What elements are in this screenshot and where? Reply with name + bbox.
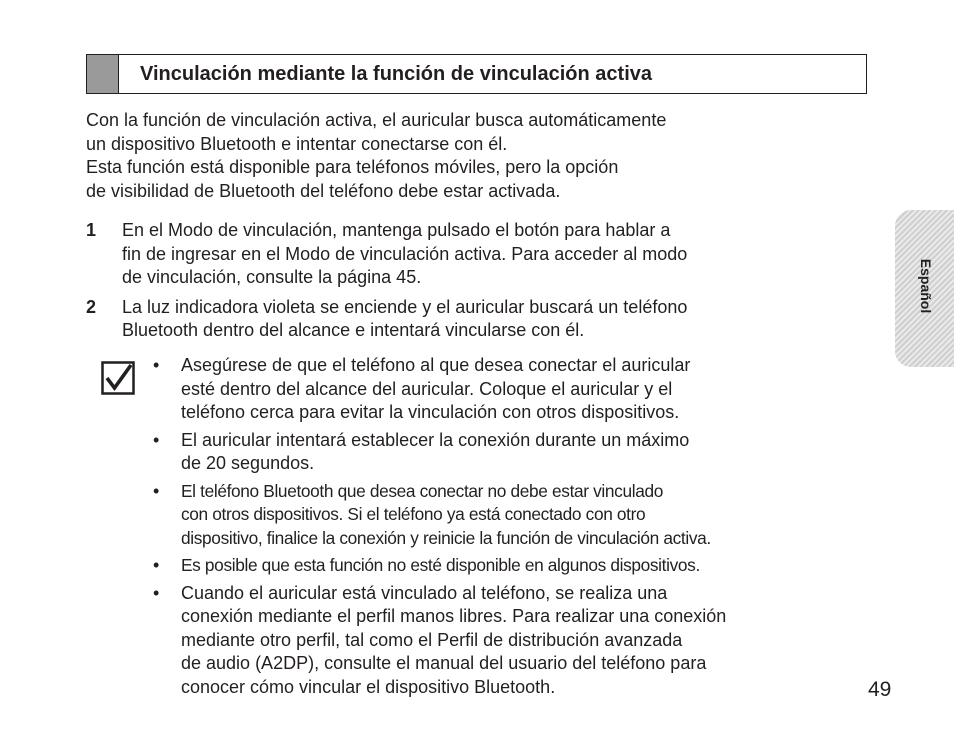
- note-line: Es posible que esta función no esté disponible en algunos dispositivos.: [181, 555, 700, 575]
- note-text: [181, 429, 873, 476]
- bullet: •: [153, 355, 160, 375]
- step-text: [122, 219, 856, 290]
- step-text: [122, 296, 856, 343]
- note-line: dispositivo, finalice la conexión y reinicie la función de vinculación activa.: [181, 527, 711, 548]
- bullet: •: [153, 429, 160, 450]
- bullet: •: [153, 555, 160, 575]
- note-line: El auricular intentará establecer la conexión durante un máximo: [181, 429, 690, 450]
- note-line: Asegúrese de que el teléfono al que desea conectar el auricular: [181, 355, 691, 375]
- step-1: [86, 219, 856, 290]
- bullet: •: [153, 582, 160, 603]
- note-text: [181, 354, 873, 425]
- notes-list: [153, 354, 873, 703]
- steps-list: [86, 219, 856, 349]
- note-text: [181, 480, 873, 551]
- note-line: esté dentro del alcance del auricular. Coloque el auricular y el: [181, 378, 673, 399]
- note-line: conexión mediante el perfil manos libres. Para realizar una conexión: [181, 606, 727, 626]
- step-number: 1: [86, 220, 97, 240]
- section-title: Vinculación mediante la función de vinculación activa: [140, 62, 652, 85]
- step-line: fin de ingresar en el Modo de vinculación activa. Para acceder al modo: [122, 243, 688, 264]
- note-line: con otros dispositivos. Si el teléfono ya está conectado con otro: [181, 504, 646, 524]
- note-item: [153, 429, 873, 476]
- step-number: 2: [86, 296, 97, 317]
- note-item: [153, 480, 873, 551]
- language-tab-label: Español: [918, 258, 934, 314]
- intro-paragraph: [86, 109, 856, 203]
- note-item: [153, 354, 873, 425]
- step-line: de vinculación, consulte la página 45.: [122, 267, 422, 287]
- check-note-icon: [101, 361, 135, 395]
- note-line: mediante otro perfil, tal como el Perfil de distribución avanzada: [181, 629, 683, 650]
- note-text: [181, 582, 873, 700]
- note-line: teléfono cerca para evitar la vinculación con otros dispositivos.: [181, 402, 680, 422]
- step-line: Bluetooth dentro del alcance e intentará vincularse con él.: [122, 320, 585, 340]
- heading-marker: [87, 55, 119, 93]
- intro-line: un dispositivo Bluetooth e intentar conectarse con él.: [86, 133, 508, 154]
- page-number: 49: [868, 678, 892, 701]
- note-item: [153, 582, 873, 700]
- step-2: [86, 296, 856, 343]
- section-heading: [86, 54, 867, 94]
- note-text: [181, 554, 873, 578]
- note-line: El teléfono Bluetooth que desea conectar no debe estar vinculado: [181, 480, 663, 501]
- intro-line: de visibilidad de Bluetooth del teléfono debe estar activada.: [86, 180, 561, 201]
- intro-line: Con la función de vinculación activa, el auricular busca automáticamente: [86, 110, 667, 130]
- note-line: de 20 segundos.: [181, 453, 315, 473]
- step-line: En el Modo de vinculación, mantenga pulsado el botón para hablar a: [122, 220, 671, 240]
- intro-line: Esta función está disponible para teléfonos móviles, pero la opción: [86, 157, 619, 177]
- note-line: conocer cómo vincular el dispositivo Bluetooth.: [181, 676, 556, 697]
- note-item: [153, 554, 873, 578]
- bullet: •: [153, 480, 160, 501]
- step-line: La luz indicadora violeta se enciende y el auricular buscará un teléfono: [122, 296, 688, 317]
- note-line: de audio (A2DP), consulte el manual del usuario del teléfono para: [181, 653, 707, 673]
- note-line: Cuando el auricular está vinculado al teléfono, se realiza una: [181, 582, 668, 603]
